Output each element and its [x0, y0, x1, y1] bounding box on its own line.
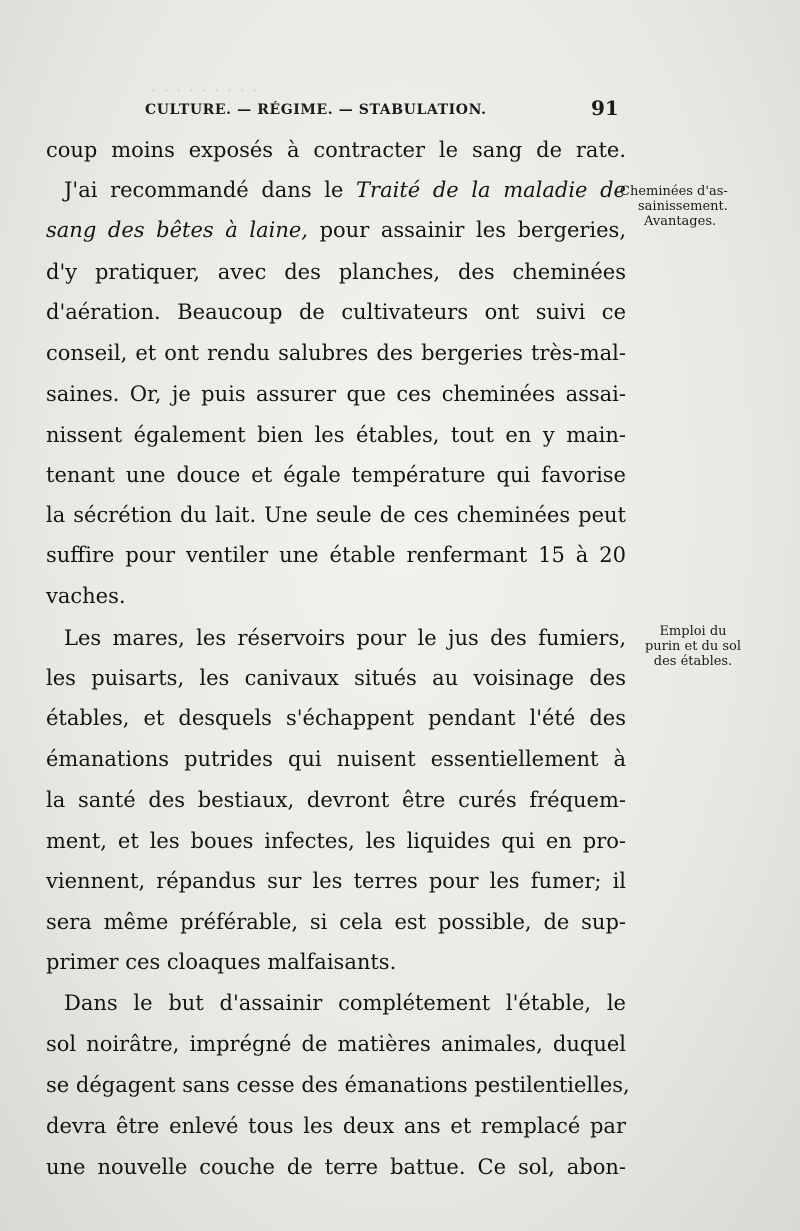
margin-note-line: sainissement. — [638, 199, 728, 214]
text-line: vaches. — [46, 584, 126, 608]
text-line: Les mares, les réservoirs pour le jus des fumiers, — [64, 626, 626, 650]
running-title: CULTURE. — RÉGIME. — STABULATION. — [145, 102, 487, 118]
text-line: se dégagent sans cesse des émanations pestilentielles, — [46, 1073, 630, 1097]
text-line: sol noirâtre, imprégné de matières animales, duquel — [46, 1032, 626, 1056]
text-line: la sécrétion du lait. Une seule de ces cheminées peut — [46, 503, 626, 527]
text-line: suffire pour ventiler une étable renfermant 15 à 20 — [46, 543, 626, 567]
margin-note-line: Avantages. — [644, 214, 717, 229]
text-line: étables, et desquels s'échappent pendant l'été des — [46, 706, 626, 730]
text-line: J'ai recommandé dans le Traité de la maladie de — [64, 178, 626, 202]
text-line: devra être enlevé tous les deux ans et remplacé par — [46, 1114, 626, 1138]
running-head — [0, 96, 800, 126]
text-line: d'aération. Beaucoup de cultivateurs ont suivi ce — [46, 300, 626, 324]
text-line: tenant une douce et égale température qui favorise — [46, 463, 626, 487]
margin-note-ventilation — [620, 184, 760, 229]
text-line: coup moins exposés à contracter le sang de rate. — [46, 138, 626, 162]
margin-note-line: purin et du sol — [644, 639, 742, 654]
show-through: · · · · · · · · · — [150, 78, 259, 102]
text-line: ment, et les boues infectes, les liquides qui en pro- — [46, 829, 626, 853]
text-line: saines. Or, je puis assurer que ces cheminées assai- — [46, 382, 626, 406]
text-line: les puisarts, les canivaux situés au voisinage des — [46, 666, 626, 690]
margin-note-line: Cheminées d'as- — [620, 184, 728, 199]
text-line: une nouvelle couche de terre battue. Ce sol, abon- — [46, 1155, 626, 1179]
margin-note-line: Emploi du — [659, 624, 727, 639]
text-line: la santé des bestiaux, devront être curés fréquem- — [46, 788, 626, 812]
text-line: viennent, répandus sur les terres pour les fumer; il — [46, 869, 626, 893]
text-line: émanations putrides qui nuisent essentiellement à — [46, 747, 626, 771]
text-line: d'y pratiquer, avec des planches, des cheminées — [46, 260, 626, 284]
text-line: conseil, et ont rendu salubres des bergeries très-mal- — [46, 341, 626, 365]
text-line: sera même préférable, si cela est possible, de sup- — [46, 910, 626, 934]
margin-note-purin — [628, 624, 758, 669]
text-line: primer ces cloaques malfaisants. — [46, 950, 397, 974]
margin-note-line: des étables. — [653, 654, 733, 669]
text-line: Dans le but d'assainir complétement l'étable, le — [64, 991, 626, 1015]
page-number: 91 — [591, 96, 619, 120]
text-line: sang des bêtes à laine, pour assainir les bergeries, — [46, 218, 627, 242]
text-line: nissent également bien les étables, tout en y main- — [46, 423, 626, 447]
